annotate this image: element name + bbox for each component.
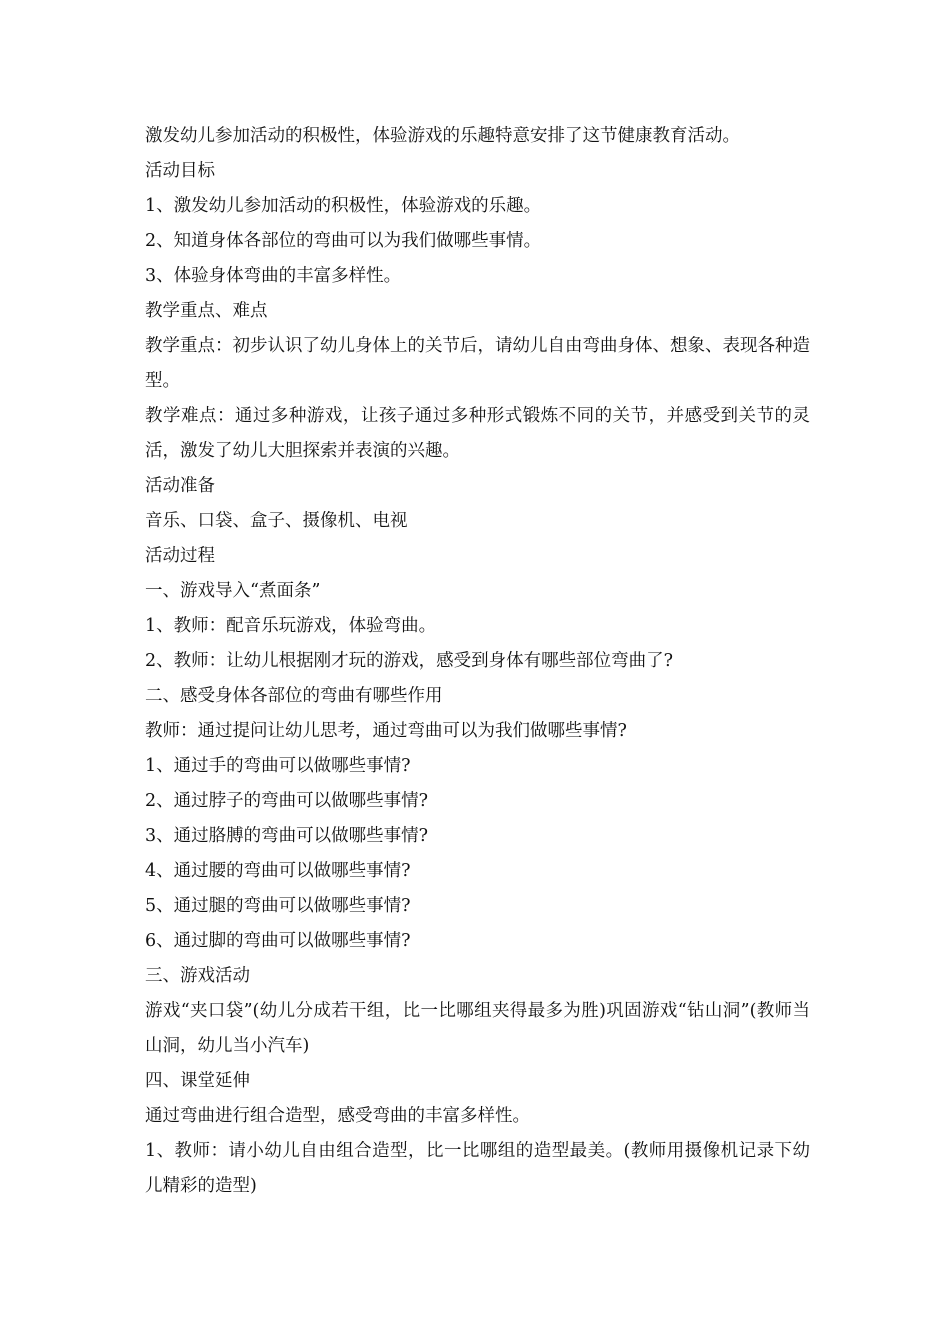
heading-activity-goals: 活动目标 — [145, 161, 215, 181]
difficulty-paragraph: 教学难点：通过多种游戏，让孩子通过多种形式锻炼不同的关节，并感受到关节的灵活，激发了幼儿大胆探索并表演的兴趣。 — [145, 406, 810, 461]
heading-key-points: 教学重点、难点 — [145, 301, 268, 321]
section-heading: 三、游戏活动 — [145, 966, 250, 986]
section-heading: 一、游戏导入“煮面条” — [145, 581, 321, 601]
question-item: 4、通过腰的弯曲可以做哪些事情? — [145, 861, 411, 881]
question-item: 6、通过脚的弯曲可以做哪些事情? — [145, 931, 411, 951]
intro-paragraph: 激发幼儿参加活动的积极性，体验游戏的乐趣特意安排了这节健康教育活动。 — [145, 126, 740, 146]
document-body — [145, 119, 810, 1204]
question-item: 1、通过手的弯曲可以做哪些事情? — [145, 756, 411, 776]
section-heading: 二、感受身体各部位的弯曲有哪些作用 — [145, 686, 443, 706]
heading-process: 活动过程 — [145, 546, 215, 566]
extension-item: 1、教师：请小幼儿自由组合造型，比一比哪组的造型最美。(教师用摄像机记录下幼儿精彩的造型) — [145, 1141, 810, 1196]
game-paragraph: 游戏“夹口袋”(幼儿分成若干组，比一比哪组夹得最多为胜)巩固游戏“钻山洞”(教师当山洞，幼儿当小汽车) — [145, 1001, 810, 1056]
process-item: 1、教师：配音乐玩游戏，体验弯曲。 — [145, 616, 437, 636]
goal-item: 1、激发幼儿参加活动的积极性，体验游戏的乐趣。 — [145, 196, 542, 216]
process-paragraph: 教师：通过提问让幼儿思考，通过弯曲可以为我们做哪些事情? — [145, 721, 627, 741]
question-item: 2、通过脖子的弯曲可以做哪些事情? — [145, 791, 429, 811]
extension-paragraph: 通过弯曲进行组合造型，感受弯曲的丰富多样性。 — [145, 1106, 530, 1126]
goal-item: 2、知道身体各部位的弯曲可以为我们做哪些事情。 — [145, 231, 542, 251]
process-item: 2、教师：让幼儿根据刚才玩的游戏，感受到身体有哪些部位弯曲了? — [145, 651, 674, 671]
question-item: 3、通过胳膊的弯曲可以做哪些事情? — [145, 826, 429, 846]
section-heading: 四、课堂延伸 — [145, 1071, 250, 1091]
question-item: 5、通过腿的弯曲可以做哪些事情? — [145, 896, 411, 916]
key-point-paragraph: 教学重点：初步认识了幼儿身体上的关节后，请幼儿自由弯曲身体、想象、表现各种造型。 — [145, 336, 810, 391]
goal-item: 3、体验身体弯曲的丰富多样性。 — [145, 266, 402, 286]
preparation-list: 音乐、口袋、盒子、摄像机、电视 — [145, 511, 408, 531]
heading-preparation: 活动准备 — [145, 476, 215, 496]
